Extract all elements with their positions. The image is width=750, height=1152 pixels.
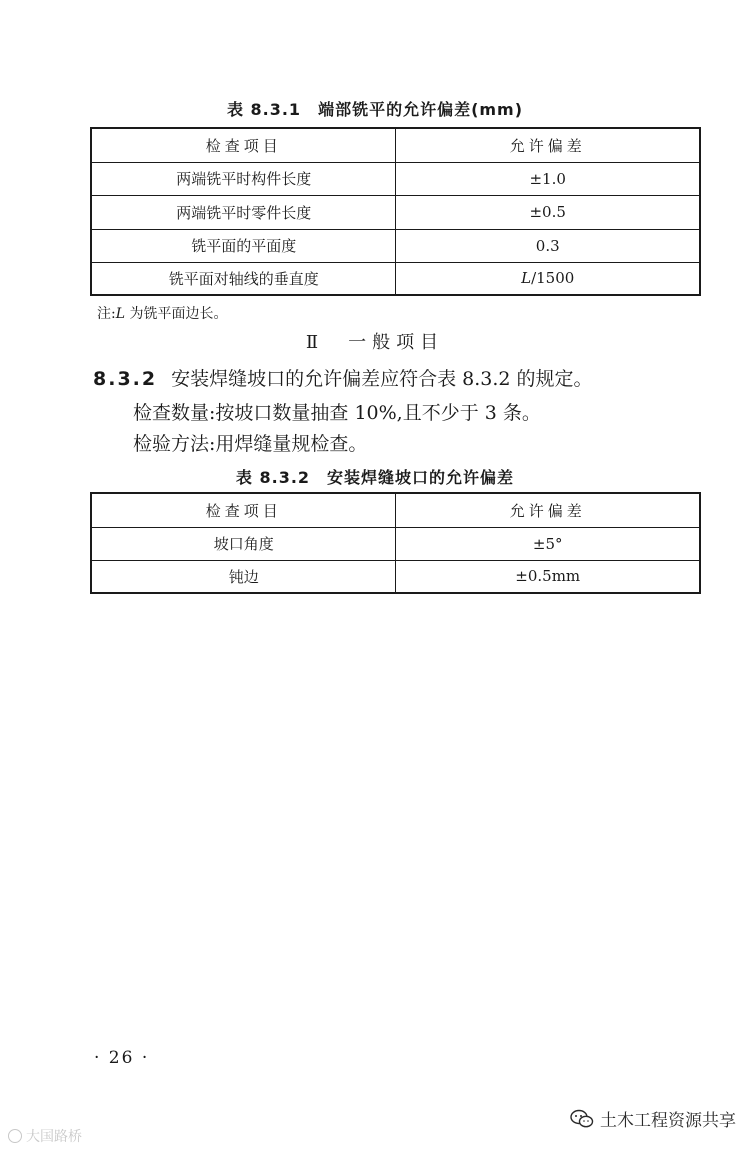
- watermark-left-text: 大国路桥: [26, 1129, 82, 1145]
- table-note: [97, 303, 227, 323]
- tolerance-table: [90, 492, 701, 594]
- watermark-left: [8, 1126, 82, 1146]
- logo-icon: [8, 1129, 22, 1143]
- table-header-row: [91, 493, 700, 527]
- page-number: · 26 ·: [94, 1048, 150, 1068]
- cell-item: 两端铣平时零件长度: [91, 195, 396, 229]
- section-heading: Ⅱ 一般项目: [305, 332, 445, 353]
- note-text: 为铣平面边长。: [125, 306, 228, 322]
- cell-tolerance: 0.3: [396, 229, 700, 262]
- cell-tolerance: [396, 262, 700, 295]
- column-header-item: 检查项目: [91, 128, 396, 162]
- table-row: [91, 195, 700, 229]
- table-row: [91, 162, 700, 195]
- note-variable-L: L: [115, 306, 126, 322]
- table-title: 表 8.3.1 端部铣平的允许偏差(mm): [226, 100, 524, 119]
- cell-item: 两端铣平时构件长度: [91, 162, 396, 195]
- table-header-row: [91, 128, 700, 162]
- inspection-method: 检验方法:用焊缝量规检查。: [133, 433, 368, 455]
- wechat-icon: [570, 1109, 594, 1129]
- table-row: [91, 527, 700, 560]
- watermark-right-text: 土木工程资源共享: [600, 1111, 736, 1131]
- column-header-tolerance: 允许偏差: [396, 128, 700, 162]
- table-row: [91, 262, 700, 295]
- watermark-right: [570, 1106, 736, 1131]
- cell-item: 铣平面对轴线的垂直度: [91, 262, 396, 295]
- column-header-item: 检查项目: [91, 493, 396, 527]
- clause-8-3-2: [93, 364, 593, 391]
- cell-tolerance: ±0.5mm: [396, 560, 700, 593]
- cell-tolerance: ±0.5: [396, 195, 700, 229]
- clause-text: 安装焊缝坡口的允许偏差应符合表 8.3.2 的规定。: [171, 368, 593, 390]
- tolerance-ratio: /1500: [531, 269, 575, 288]
- table-row: [91, 560, 700, 593]
- cell-tolerance: ±1.0: [396, 162, 700, 195]
- cell-item: 坡口角度: [91, 527, 396, 560]
- cell-item: 铣平面的平面度: [91, 229, 396, 262]
- note-prefix: 注:: [97, 306, 116, 322]
- cell-item: 钝边: [91, 560, 396, 593]
- column-header-tolerance: 允许偏差: [396, 493, 700, 527]
- table-row: [91, 229, 700, 262]
- tolerance-table: [90, 127, 701, 296]
- variable-L: L: [521, 269, 532, 288]
- cell-tolerance: ±5°: [396, 527, 700, 560]
- clause-number: 8.3.2: [93, 368, 158, 390]
- table-title: 表 8.3.2 安装焊缝坡口的允许偏差: [235, 468, 515, 487]
- inspection-quantity: 检查数量:按坡口数量抽查 10%,且不少于 3 条。: [133, 402, 541, 424]
